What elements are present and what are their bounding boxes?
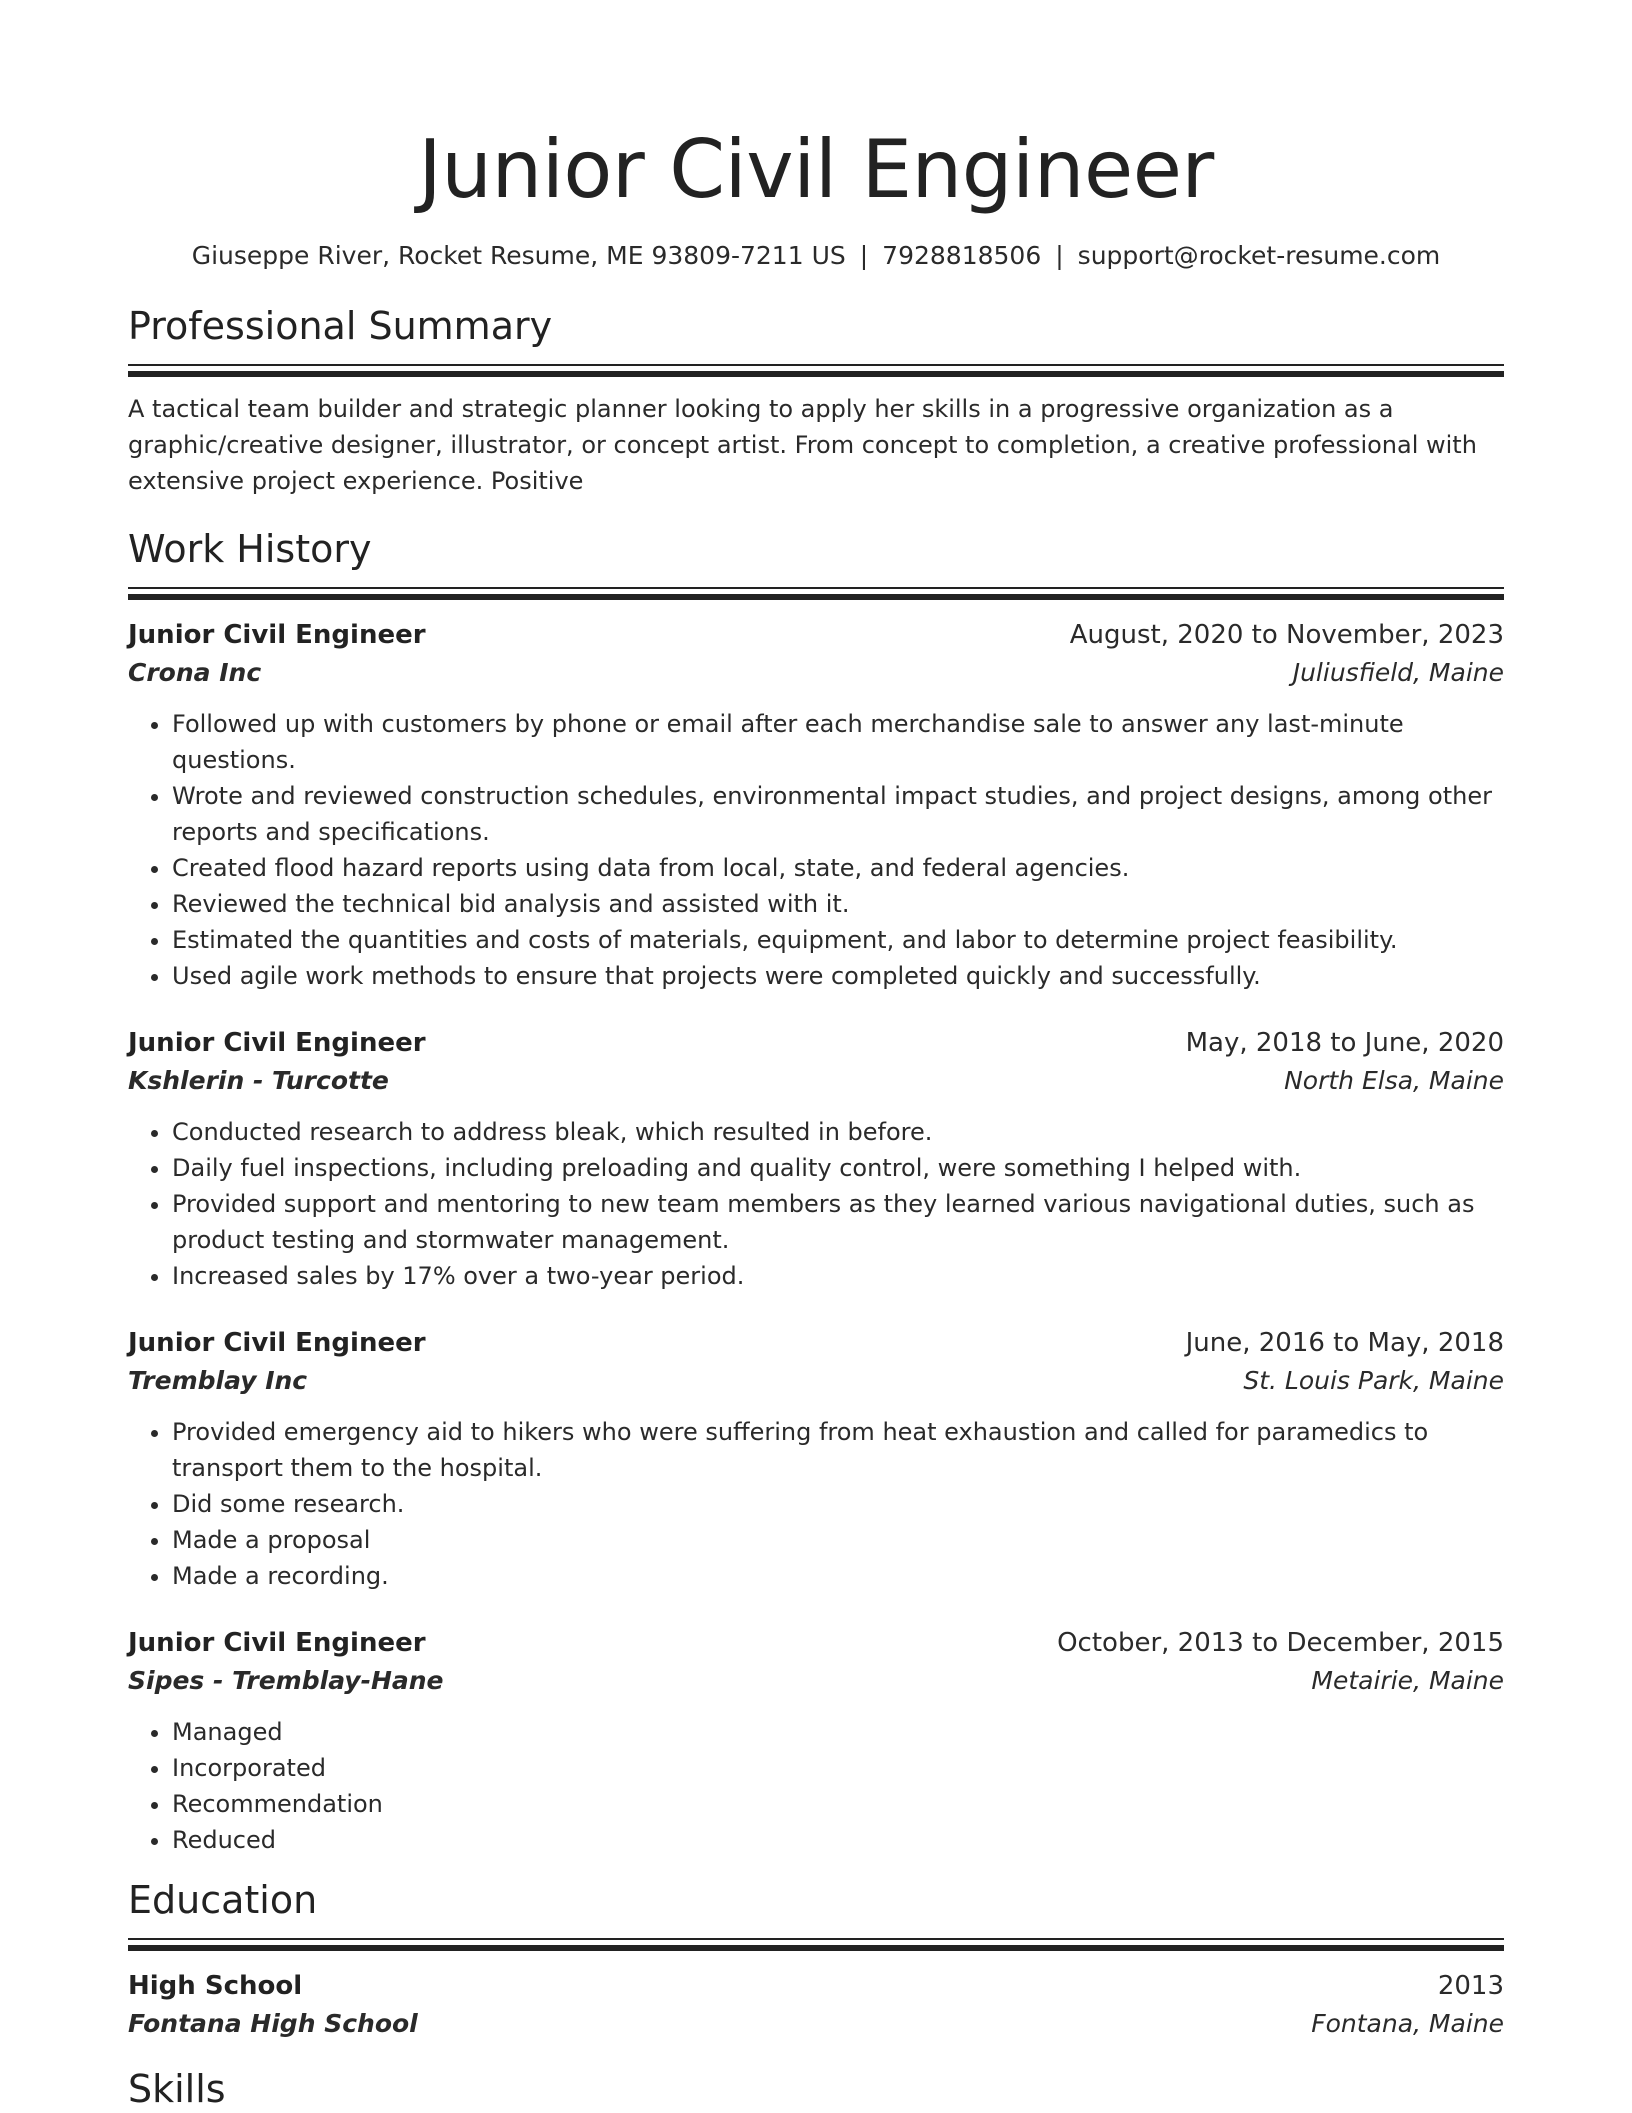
job-bullet: • Provided emergency aid to hikers who were suffering from heat exhaustion and called for paramedics to transport them to the hospital.: [172, 1414, 1504, 1486]
job-bullets: [128, 1414, 1504, 1594]
job-bullet: • Made a recording.: [172, 1558, 1504, 1594]
resume-title: Junior Civil Engineer: [418, 123, 1214, 216]
job-bullet: • Used agile work methods to ensure that projects were completed quickly and successfully.: [172, 958, 1504, 994]
section-rule: [128, 1938, 1504, 1951]
section-rule: [128, 587, 1504, 600]
job-bullet: • Wrote and reviewed construction schedules, environmental impact studies, and project designs, among other reports and specifications.: [172, 778, 1504, 850]
job-bullet: • Followed up with customers by phone or email after each merchandise sale to answer any last-minute questions.: [172, 706, 1504, 778]
education-section: [128, 1876, 1504, 2043]
job-bullet: • Conducted research to address bleak, which resulted in before.: [172, 1114, 1504, 1150]
section-rule: [128, 364, 1504, 377]
education-location: Fontana, Maine: [1311, 2009, 1504, 2038]
resume-page: [128, 0, 1504, 2113]
job-title: Junior Civil Engineer: [128, 1628, 426, 1658]
education-year: 2013: [1437, 1971, 1504, 2001]
job-company: Crona Inc: [128, 658, 262, 687]
job-bullet: • Did some research.: [172, 1486, 1504, 1522]
job-bullet: • Incorporated: [172, 1750, 1504, 1786]
job-bullet: • Increased sales by 17% over a two-year period.: [172, 1258, 1504, 1294]
job-location: Metairie, Maine: [1311, 1666, 1504, 1695]
job-dates: October, 2013 to December, 2015: [1057, 1628, 1504, 1658]
section-heading-education: Education: [128, 1878, 318, 1922]
contact-separator: |: [1055, 241, 1064, 270]
job-bullet: • Made a proposal: [172, 1522, 1504, 1558]
education-header-row: [128, 1967, 1504, 2005]
job-dates: August, 2020 to November, 2023: [1069, 620, 1504, 650]
work-history-section: [128, 525, 1504, 1858]
job-bullet: • Reduced: [172, 1822, 1504, 1858]
job-title: Junior Civil Engineer: [128, 620, 426, 650]
job-location: North Elsa, Maine: [1284, 1066, 1504, 1095]
contact-line: [128, 238, 1504, 274]
education-school-row: [128, 2005, 1504, 2043]
job-dates: May, 2018 to June, 2020: [1185, 1028, 1504, 1058]
job-company-row: [128, 1362, 1504, 1400]
job-location: Juliusfield, Maine: [1292, 658, 1504, 687]
section-heading-skills: Skills: [128, 2067, 226, 2111]
job-company: Kshlerin - Turcotte: [128, 1066, 389, 1095]
job-bullet: • Recommendation: [172, 1786, 1504, 1822]
section-heading-summary: Professional Summary: [128, 304, 553, 348]
job-location: St. Louis Park, Maine: [1243, 1366, 1504, 1395]
job-dates: June, 2016 to May, 2018: [1185, 1328, 1504, 1358]
education-school: Fontana High School: [128, 2009, 418, 2038]
job-header-row: [128, 1624, 1504, 1662]
contact-address: Giuseppe River, Rocket Resume, ME 93809-7211 US: [191, 241, 846, 270]
job-entry: [128, 1324, 1504, 1594]
job-header-row: [128, 1024, 1504, 1062]
summary-section: [128, 302, 1504, 499]
job-bullet: • Managed: [172, 1714, 1504, 1750]
job-company: Sipes - Tremblay-Hane: [128, 1666, 444, 1695]
job-bullet: • Created flood hazard reports using data from local, state, and federal agencies.: [172, 850, 1504, 886]
summary-text: A tactical team builder and strategic planner looking to apply her skills in a progressive organization as a graphic/creative designer, illustrator, or concept artist. From concept to completion, a creative professional with extensive project experience. Positive: [128, 395, 1477, 495]
job-bullet: • Reviewed the technical bid analysis and assisted with it.: [172, 886, 1504, 922]
job-bullets: [128, 1114, 1504, 1294]
job-entry: [128, 1624, 1504, 1858]
job-title: Junior Civil Engineer: [128, 1328, 426, 1358]
job-bullets: [128, 1714, 1504, 1858]
job-entry: [128, 1024, 1504, 1294]
contact-phone: 7928818506: [882, 241, 1042, 270]
section-heading-work: Work History: [128, 527, 372, 571]
job-company-row: [128, 654, 1504, 692]
job-header-row: [128, 1324, 1504, 1362]
contact-email: support@rocket-resume.com: [1077, 241, 1441, 270]
job-company-row: [128, 1062, 1504, 1100]
job-bullets: [128, 706, 1504, 994]
job-bullet: • Daily fuel inspections, including preloading and quality control, were something I helped with.: [172, 1150, 1504, 1186]
job-bullet: • Estimated the quantities and costs of materials, equipment, and labor to determine project feasibility.: [172, 922, 1504, 958]
education-degree: High School: [128, 1971, 303, 2001]
job-title: Junior Civil Engineer: [128, 1028, 426, 1058]
job-header-row: [128, 616, 1504, 654]
job-company: Tremblay Inc: [128, 1366, 308, 1395]
job-entry: [128, 616, 1504, 994]
job-company-row: [128, 1662, 1504, 1700]
education-entry: [128, 1967, 1504, 2043]
job-bullet: • Provided support and mentoring to new team members as they learned various navigational duties, such as product testing and stormwater management.: [172, 1186, 1504, 1258]
skills-section: [128, 2065, 1504, 2113]
contact-separator: |: [859, 241, 869, 270]
